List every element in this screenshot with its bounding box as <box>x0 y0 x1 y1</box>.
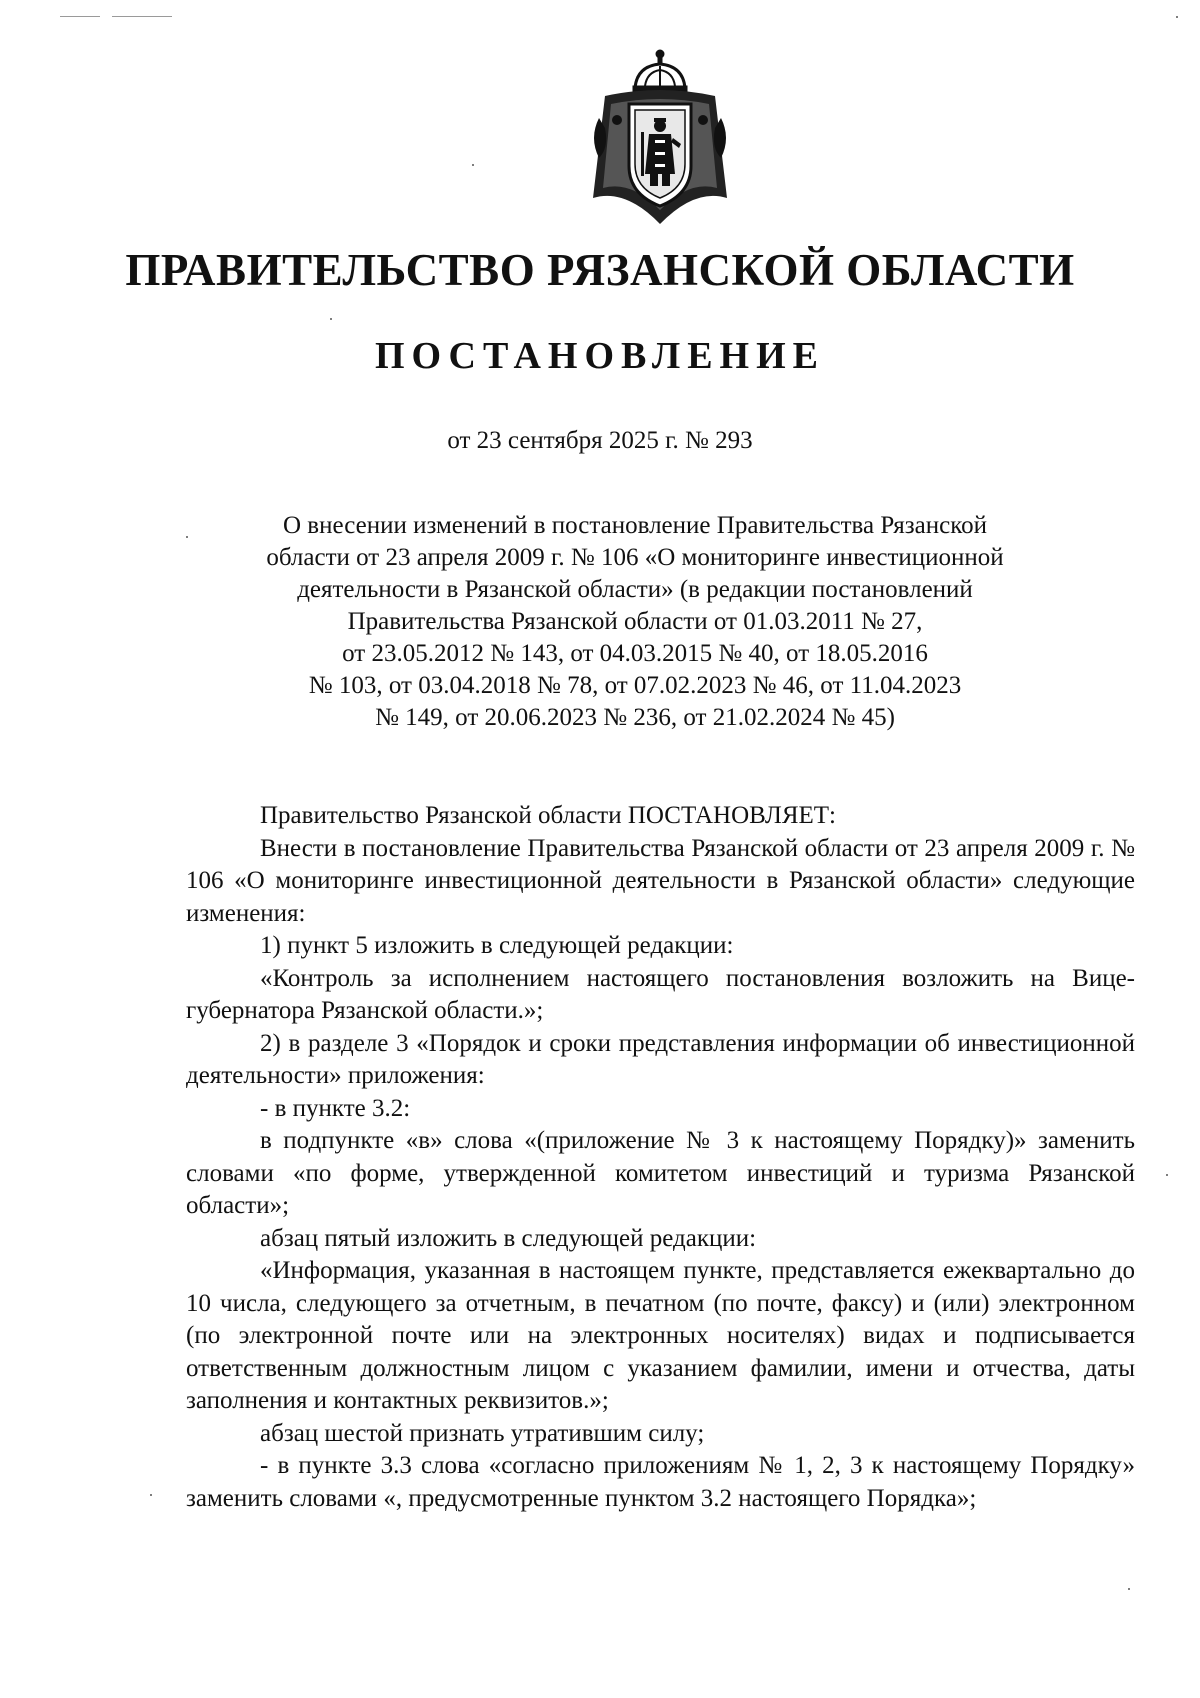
scan-speck <box>186 536 188 538</box>
body-paragraph: в подпункте «в» слова «(приложение № 3 к настоящему Порядку)» заменить словами «по форме, утвержденной комитетом инвестиций и туризма Рязанской области»; <box>186 1127 1135 1219</box>
scan-artifact-line <box>112 16 172 17</box>
scan-speck <box>1176 16 1178 18</box>
scan-speck <box>150 1494 152 1496</box>
ryazan-coat-of-arms-icon <box>585 48 735 224</box>
document-subject <box>230 510 1040 734</box>
scan-speck <box>330 318 332 320</box>
body-paragraph: «Контроль за исполнением настоящего постановления возложить на Вице-губернатора Рязанской области.»; <box>186 964 1135 1024</box>
document-date-number: от 23 сентября 2025 г. № 293 <box>447 427 753 454</box>
subject-line: области от 23 апреля 2009 г. № 106 «О мониторинге инвестиционной <box>266 544 1004 571</box>
page-title: ПРАВИТЕЛЬСТВО РЯЗАНСКОЙ ОБЛАСТИ <box>125 245 1075 295</box>
body-paragraph: 2) в разделе 3 «Порядок и сроки представления информации об инвестиционной деятельности» приложения: <box>186 1029 1135 1089</box>
scan-speck <box>1128 1588 1130 1590</box>
subject-line: № 149, от 20.06.2023 № 236, от 21.02.2024 № 45) <box>375 704 895 731</box>
body-paragraph: - в пункте 3.2: <box>260 1094 411 1122</box>
body-paragraph: - в пункте 3.3 слова «согласно приложениям № 1, 2, 3 к настоящему Порядку» заменить словами «, предусмотренные пунктом 3.2 настоящего Порядка»; <box>186 1452 1135 1512</box>
scan-speck <box>1166 1174 1168 1176</box>
body-paragraph: Внести в постановление Правительства Рязанской области от 23 апреля 2009 г. № 106 «О мониторинге инвестиционной деятельности в Рязанской области» следующие изменения: <box>186 834 1135 927</box>
scan-speck <box>472 164 474 166</box>
subject-line: деятельности в Рязанской области» (в редакции постановлений <box>297 576 973 603</box>
body-paragraph: 1) пункт 5 изложить в следующей редакции: <box>260 932 734 959</box>
subject-line: № 103, от 03.04.2018 № 78, от 07.02.2023 № 46, от 11.04.2023 <box>308 672 962 699</box>
document-type-heading: ПОСТАНОВЛЕНИЕ <box>374 335 826 377</box>
body-paragraph: «Информация, указанная в настоящем пункте, представляется ежеквартально до 10 числа, следующего за отчетным, в печатном (по почте, факсу) и (или) электронном (по электронной почте или на электронных носителях) видах и подписывается ответственным должностным лицом с указанием фамилии, имени и отчества, даты заполнения и контактных реквизитов.»; <box>186 1257 1135 1414</box>
body-paragraph: абзац пятый изложить в следующей редакции: <box>260 1224 757 1252</box>
body-paragraph: абзац шестой признать утратившим силу; <box>260 1419 705 1447</box>
subject-line: Правительства Рязанской области от 01.03.2011 № 27, <box>347 608 923 635</box>
document-body <box>186 800 1135 1515</box>
subject-line: О внесении изменений в постановление Правительства Рязанской <box>282 512 987 539</box>
body-paragraph: Правительство Рязанской области ПОСТАНОВЛЯЕТ: <box>260 802 836 829</box>
scan-artifact-line <box>60 16 100 17</box>
subject-line: от 23.05.2012 № 143, от 04.03.2015 № 40, от 18.05.2016 <box>342 640 928 667</box>
